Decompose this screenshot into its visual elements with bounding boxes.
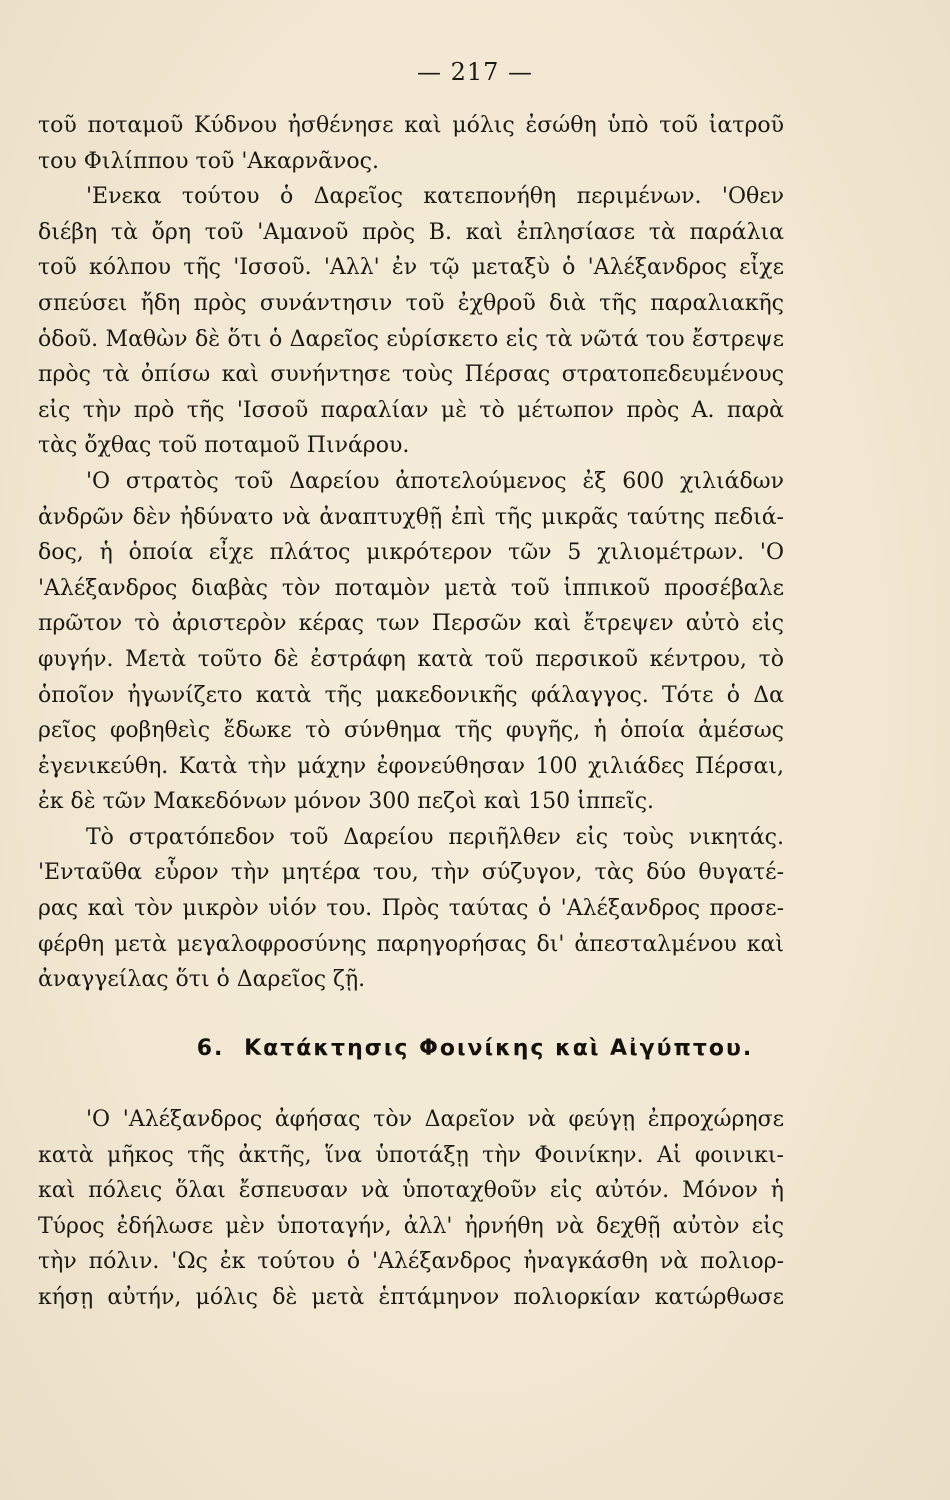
text-line: πρὸς τὰ ὀπίσω καὶ συνήντησε τοὺς Πέρσας στρατοπεδευμένους: [38, 362, 784, 388]
text-line: κατὰ μῆκος τῆς ἀκτῆς, ἵνα ὑποτάξῃ τὴν Φοινίκην. Αἱ φοινικι-: [38, 1142, 784, 1168]
text-line: ρας καὶ τὸν μικρὸν υἱόν του. Πρὸς ταύτας ὁ 'Αλέξανδρος προσε-: [38, 896, 784, 922]
text-line: κήσῃ αὐτήν, μόλις δὲ μετὰ ἑπτάμηνον πολιορκίαν κατώρθωσε: [38, 1284, 784, 1310]
text-line: διέβη τὰ ὄρη τοῦ 'Αμανοῦ πρὸς Β. καὶ ἐπλησίασε τὰ παράλια: [38, 219, 784, 245]
text-line: φέρθη μετὰ μεγαλοφροσύνης παρηγορήσας δι' ἀπεσταλμένου καὶ: [38, 931, 784, 957]
text-line: ἐγενικεύθη. Κατὰ τὴν μάχην ἐφονεύθησαν 100 χιλιάδες Πέρσαι,: [38, 753, 784, 779]
text-line: σπεύσει ἤδη πρὸς συνάντησιν τοῦ ἐχθροῦ διὰ τῆς παραλιακῆς: [38, 290, 784, 316]
text-line: του Φιλίππου τοῦ 'Ακαρνᾶνος.: [38, 148, 379, 174]
text-line: φυγήν. Μετὰ τοῦτο δὲ ἐστράφη κατὰ τοῦ περσικοῦ κέντρου, τὸ: [38, 646, 784, 672]
text-line: πρῶτον τὸ ἀριστερὸν κέρας των Περσῶν καὶ ἔτρεψεν αὐτὸ εἰς: [38, 611, 784, 637]
text-line: Τὸ στρατόπεδον τοῦ Δαρείου περιῆλθεν εἰς τοὺς νικητάς.: [86, 824, 784, 850]
text-line: καὶ πόλεις ὅλαι ἔσπευσαν νὰ ὑποταχθοῦν εἰς αὐτόν. Μόνον ἡ: [38, 1178, 784, 1204]
body-text-block: [38, 108, 784, 998]
text-line: 'Ενταῦθα εὗρον τὴν μητέρα του, τὴν σύζυγον, τὰς δύο θυγατέ-: [38, 860, 784, 886]
text-line: 'Αλέξανδρος διαβὰς τὸν ποταμὸν μετὰ τοῦ ἱππικοῦ προσέβαλε: [38, 575, 784, 601]
text-line: 'Ο 'Αλέξανδρος ἀφήσας τὸν Δαρεῖον νὰ φεύγῃ ἐπροχώρησε: [86, 1107, 784, 1132]
section-number: 6.: [196, 1036, 225, 1061]
section-title: Κατάκτησις Φοινίκης καὶ Αἰγύπτου.: [244, 1036, 754, 1061]
text-line: εἰς τὴν πρὸ τῆς 'Ισσοῦ παραλίαν μὲ τὸ μέτωπον πρὸς Α. παρὰ: [38, 397, 784, 423]
text-line: τὴν πόλιν. 'Ως ἐκ τούτου ὁ 'Αλέξανδρος ἠναγκάσθη νὰ πολιορ-: [38, 1249, 784, 1275]
text-line: ἀναγγείλας ὅτι ὁ Δαρεῖος ζῇ.: [38, 967, 366, 993]
text-line: τοῦ ποταμοῦ Κύδνου ἠσθένησε καὶ μόλις ἐσώθη ὑπὸ τοῦ ἰατροῦ: [38, 113, 784, 138]
text-line: ἀνδρῶν δὲν ἠδύνατο νὰ ἀναπτυχθῇ ἐπὶ τῆς μικρᾶς ταύτης πεδιά-: [38, 504, 784, 530]
text-line: τὰς ὄχθας τοῦ ποταμοῦ Πινάρου.: [38, 433, 410, 459]
text-line: τοῦ κόλπου τῆς 'Ισσοῦ. 'Αλλ' ἐν τῷ μεταξὺ ὁ 'Αλέξανδρος εἶχε: [38, 255, 784, 281]
text-line: δος, ἡ ὁποία εἶχε πλάτος μικρότερον τῶν 5 χιλιομέτρων. 'Ο: [38, 540, 784, 566]
text-line: ὁδοῦ. Μαθὼν δὲ ὅτι ὁ Δαρεῖος εὑρίσκετο εἰς τὰ νῶτά του ἔστρεψε: [38, 326, 784, 352]
text-line: 'Ενεκα τούτου ὁ Δαρεῖος κατεπονήθη περιμένων. 'Οθεν: [86, 184, 784, 210]
text-line: ἐκ δὲ τῶν Μακεδόνων μόνον 300 πεζοὶ καὶ 150 ἱππεῖς.: [38, 789, 655, 815]
page-number: — 217 —: [416, 58, 534, 86]
section-heading: [0, 1036, 950, 1061]
body-text-block: [38, 1102, 784, 1316]
text-line: ὁποῖον ἠγωνίζετο κατὰ τῆς μακεδονικῆς φάλαγγος. Τότε ὁ Δα: [38, 682, 784, 708]
text-line: 'Ο στρατὸς τοῦ Δαρείου ἀποτελούμενος ἐξ 600 χιλιάδων: [86, 468, 784, 494]
text-line: ρεῖος φοβηθεὶς ἔδωκε τὸ σύνθημα τῆς φυγῆς, ἡ ὁποία ἀμέσως: [38, 718, 784, 744]
text-line: Τύρος ἐδήλωσε μὲν ὑποταγήν, ἀλλ' ἠρνήθη νὰ δεχθῇ αὐτὸν εἰς: [38, 1213, 784, 1239]
